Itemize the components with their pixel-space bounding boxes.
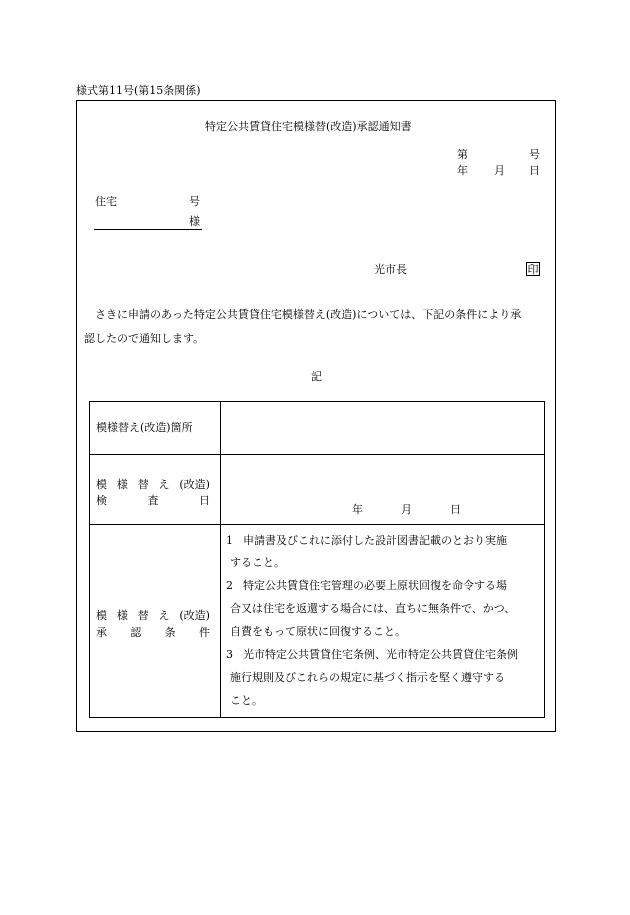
date-month: 月 — [494, 164, 505, 177]
condition-1-line1: 申請書及びこれに添付した設計図書記載のとおり実施 — [243, 534, 507, 547]
row3-label-char: 替 — [137, 609, 149, 622]
issuer-title: 光市長 — [374, 263, 407, 276]
row2-label-char: 日 — [199, 494, 210, 507]
row2-label-char: 模 — [96, 478, 107, 491]
seal-mark: 印 — [527, 263, 539, 276]
condition-3-line1: 光市特定公共賃貸住宅条例、光市特定公共賃貸住宅条例 — [243, 648, 518, 661]
row2-label-char: 替 — [137, 478, 149, 491]
condition-2-line1: 特定公共賃貸住宅管理の必要上原状回復を命令する場 — [243, 579, 507, 592]
row2-label-char: え — [158, 478, 170, 491]
row2-date-year: 年 — [352, 503, 363, 516]
row2-label-char: 様 — [116, 478, 128, 491]
table-row-divider-2 — [90, 524, 544, 525]
condition-1-number: 1 — [226, 534, 233, 547]
row2-date-month: 月 — [401, 503, 412, 516]
condition-1-line2: すること。 — [230, 556, 285, 569]
row2-label-char: 検 — [96, 494, 107, 507]
form-number: 様式第11号(第15条関係) — [76, 84, 201, 97]
table-column-divider — [220, 402, 221, 717]
addressee-underline — [94, 229, 202, 230]
row1-label: 模様替え(改造)箇所 — [96, 421, 193, 434]
date-day: 日 — [529, 164, 540, 177]
row3-label-char: 認 — [130, 626, 142, 639]
condition-3-line3: こと。 — [230, 694, 263, 707]
body-text-line2: 認したので通知します。 — [84, 332, 205, 345]
row3-label-char: 条 — [164, 626, 176, 639]
condition-3-number: 3 — [226, 648, 233, 661]
addressee-number: 号 — [189, 195, 200, 208]
addressee-housing: 住宅 — [95, 195, 117, 208]
condition-2-line2: 合又は住宅を返還する場合には、直ちに無条件で、かつ、 — [230, 602, 516, 615]
row2-label-char: (改造) — [179, 478, 210, 491]
condition-2-number: 2 — [226, 579, 233, 592]
doc-number-prefix: 第 — [457, 148, 468, 161]
row3-label-char: 模 — [96, 609, 107, 622]
row3-label-char: 様 — [116, 609, 128, 622]
row3-label-char: 件 — [198, 626, 210, 639]
row3-label-char: (改造) — [179, 609, 210, 622]
row3-label-char: 承 — [96, 626, 107, 639]
row3-label-char: え — [158, 609, 170, 622]
date-year: 年 — [457, 164, 468, 177]
row2-label-char: 査 — [147, 494, 159, 507]
row2-date-day: 日 — [450, 503, 461, 516]
addressee-honorific: 様 — [189, 215, 200, 228]
row2-label-line2 — [96, 492, 210, 508]
ki-heading: 記 — [311, 370, 322, 383]
document-title: 特定公共賃貸住宅模様替(改造)承認通知書 — [205, 120, 412, 133]
condition-2-line3: 自費をもって原状に回復すること。 — [230, 625, 406, 638]
doc-number-suffix: 号 — [529, 148, 540, 161]
row2-label-line1 — [96, 476, 210, 492]
row3-label-line1 — [96, 607, 210, 623]
condition-3-line2: 施行規則及びこれらの規定に基づく指示を堅く遵守する — [230, 671, 505, 684]
table-row-divider-1 — [90, 454, 544, 455]
body-text-line1: さきに申請のあった特定公共賃貸住宅模様替え(改造)については、下記の条件により承 — [95, 308, 522, 321]
row3-label-line2 — [96, 624, 210, 640]
